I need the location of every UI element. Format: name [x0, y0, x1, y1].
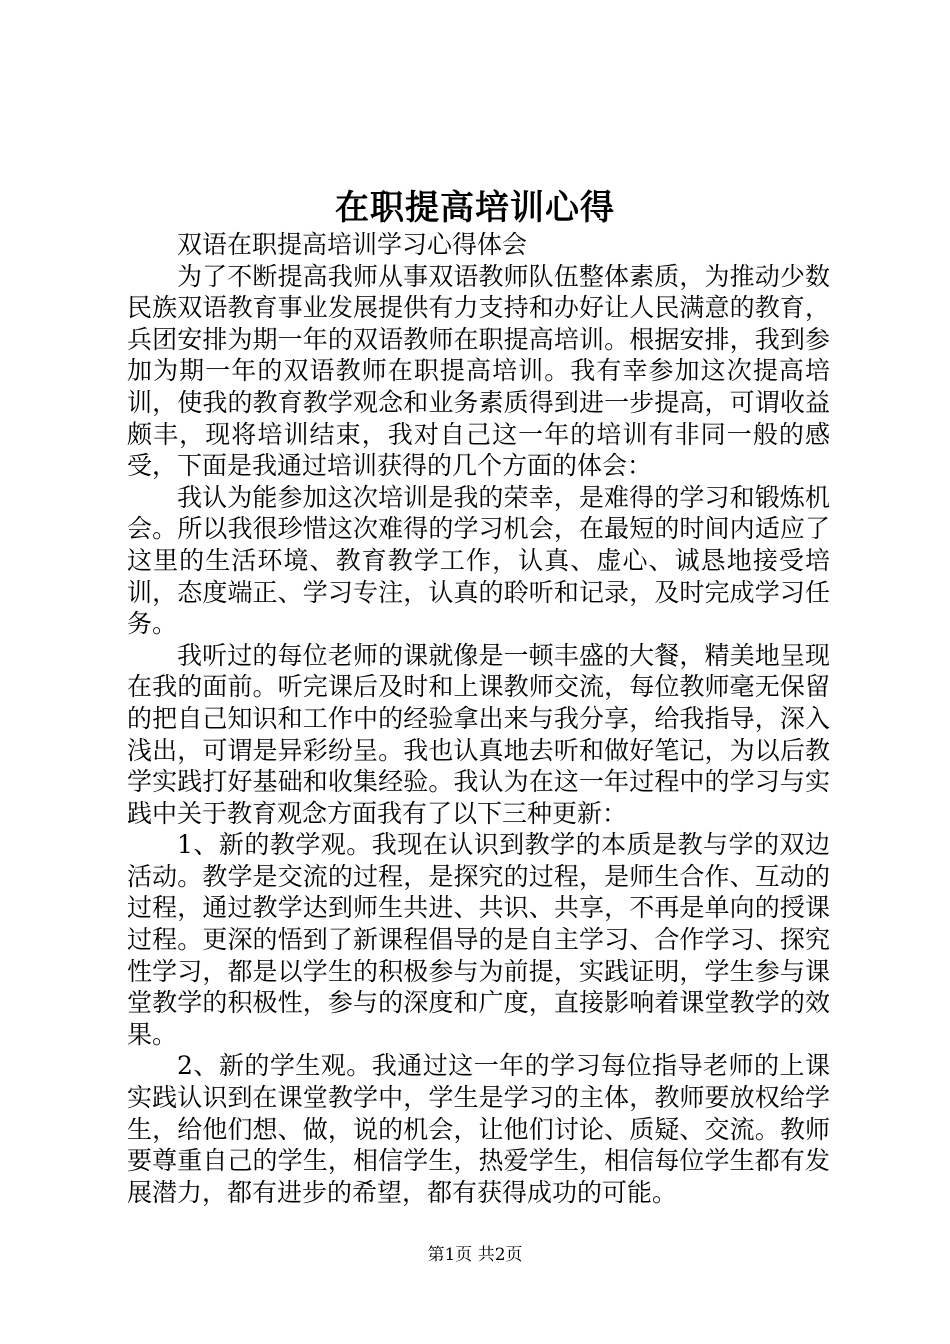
paragraph-intro: 为了不断提高我师从事双语教师队伍整体素质，为推动少数民族双语教育事业发展提供有力支持和办好让人民满意的教育，兵团安排为期一年的双语教师在职提高培训。根据安排，我到参加为期一年的双语教师在职提高培训。我有幸参加这次提高培训，使我的教育教学观念和业务素质得到进一步提高，可谓收益颇丰，现将培训结束，我对自己这一年的培训有非同一般的感受，下面是我通过培训获得的几个方面的体会： [127, 261, 830, 481]
paragraph-honor: 我认为能参加这次培训是我的荣幸，是难得的学习和锻炼机会。所以我很珍惜这次难得的学习机会，在最短的时间内适应了这里的生活环境、教育教学工作，认真、虚心、诚恳地接受培训，态度端正、学习专注，认真的聆听和记录，及时完成学习任务。 [127, 482, 830, 639]
document-title: 在职提高培训心得 [335, 188, 615, 228]
document-subtitle: 双语在职提高培训学习心得体会 [177, 230, 528, 259]
document-body [127, 229, 830, 1208]
page-number: 第1页 共2页 [427, 1245, 523, 1265]
paragraph-student-view: 2、新的学生观。我通过这一年的学习每位指导老师的上课实践认识到在课堂教学中，学生是学习的主体，教师要放权给学生，给他们想、做，说的机会，让他们讨论、质疑、交流。教师要尊重自己的学生，相信学生，热爱学生，相信每位学生都有发展潜力，都有进步的希望，都有获得成功的可能。 [127, 1051, 830, 1207]
paragraph-teaching-view: 1、新的教学观。我现在认识到教学的本质是教与学的双边活动。教学是交流的过程，是探究的过程，是师生合作、互动的过程，通过教学达到师生共进、共识、共享，不再是单向的授课过程。更深的悟到了新课程倡导的是自主学习、合作学习、探究性学习，都是以学生的积极参与为前提，实践证明，学生参与课堂教学的积极性，参与的深度和广度，直接影响着课堂教学的效果。 [127, 830, 830, 1049]
paragraph-lessons: 我听过的每位老师的课就像是一顿丰盛的大餐，精美地呈现在我的面前。听完课后及时和上课教师交流，每位教师毫无保留的把自己知识和工作中的经验拿出来与我分享，给我指导，深入浅出，可谓是异彩纷呈。我也认真地去听和做好笔记，为以后教学实践打好基础和收集经验。我认为在这一年过程中的学习与实践中关于教育观念方面我有了以下三种更新： [127, 640, 830, 828]
